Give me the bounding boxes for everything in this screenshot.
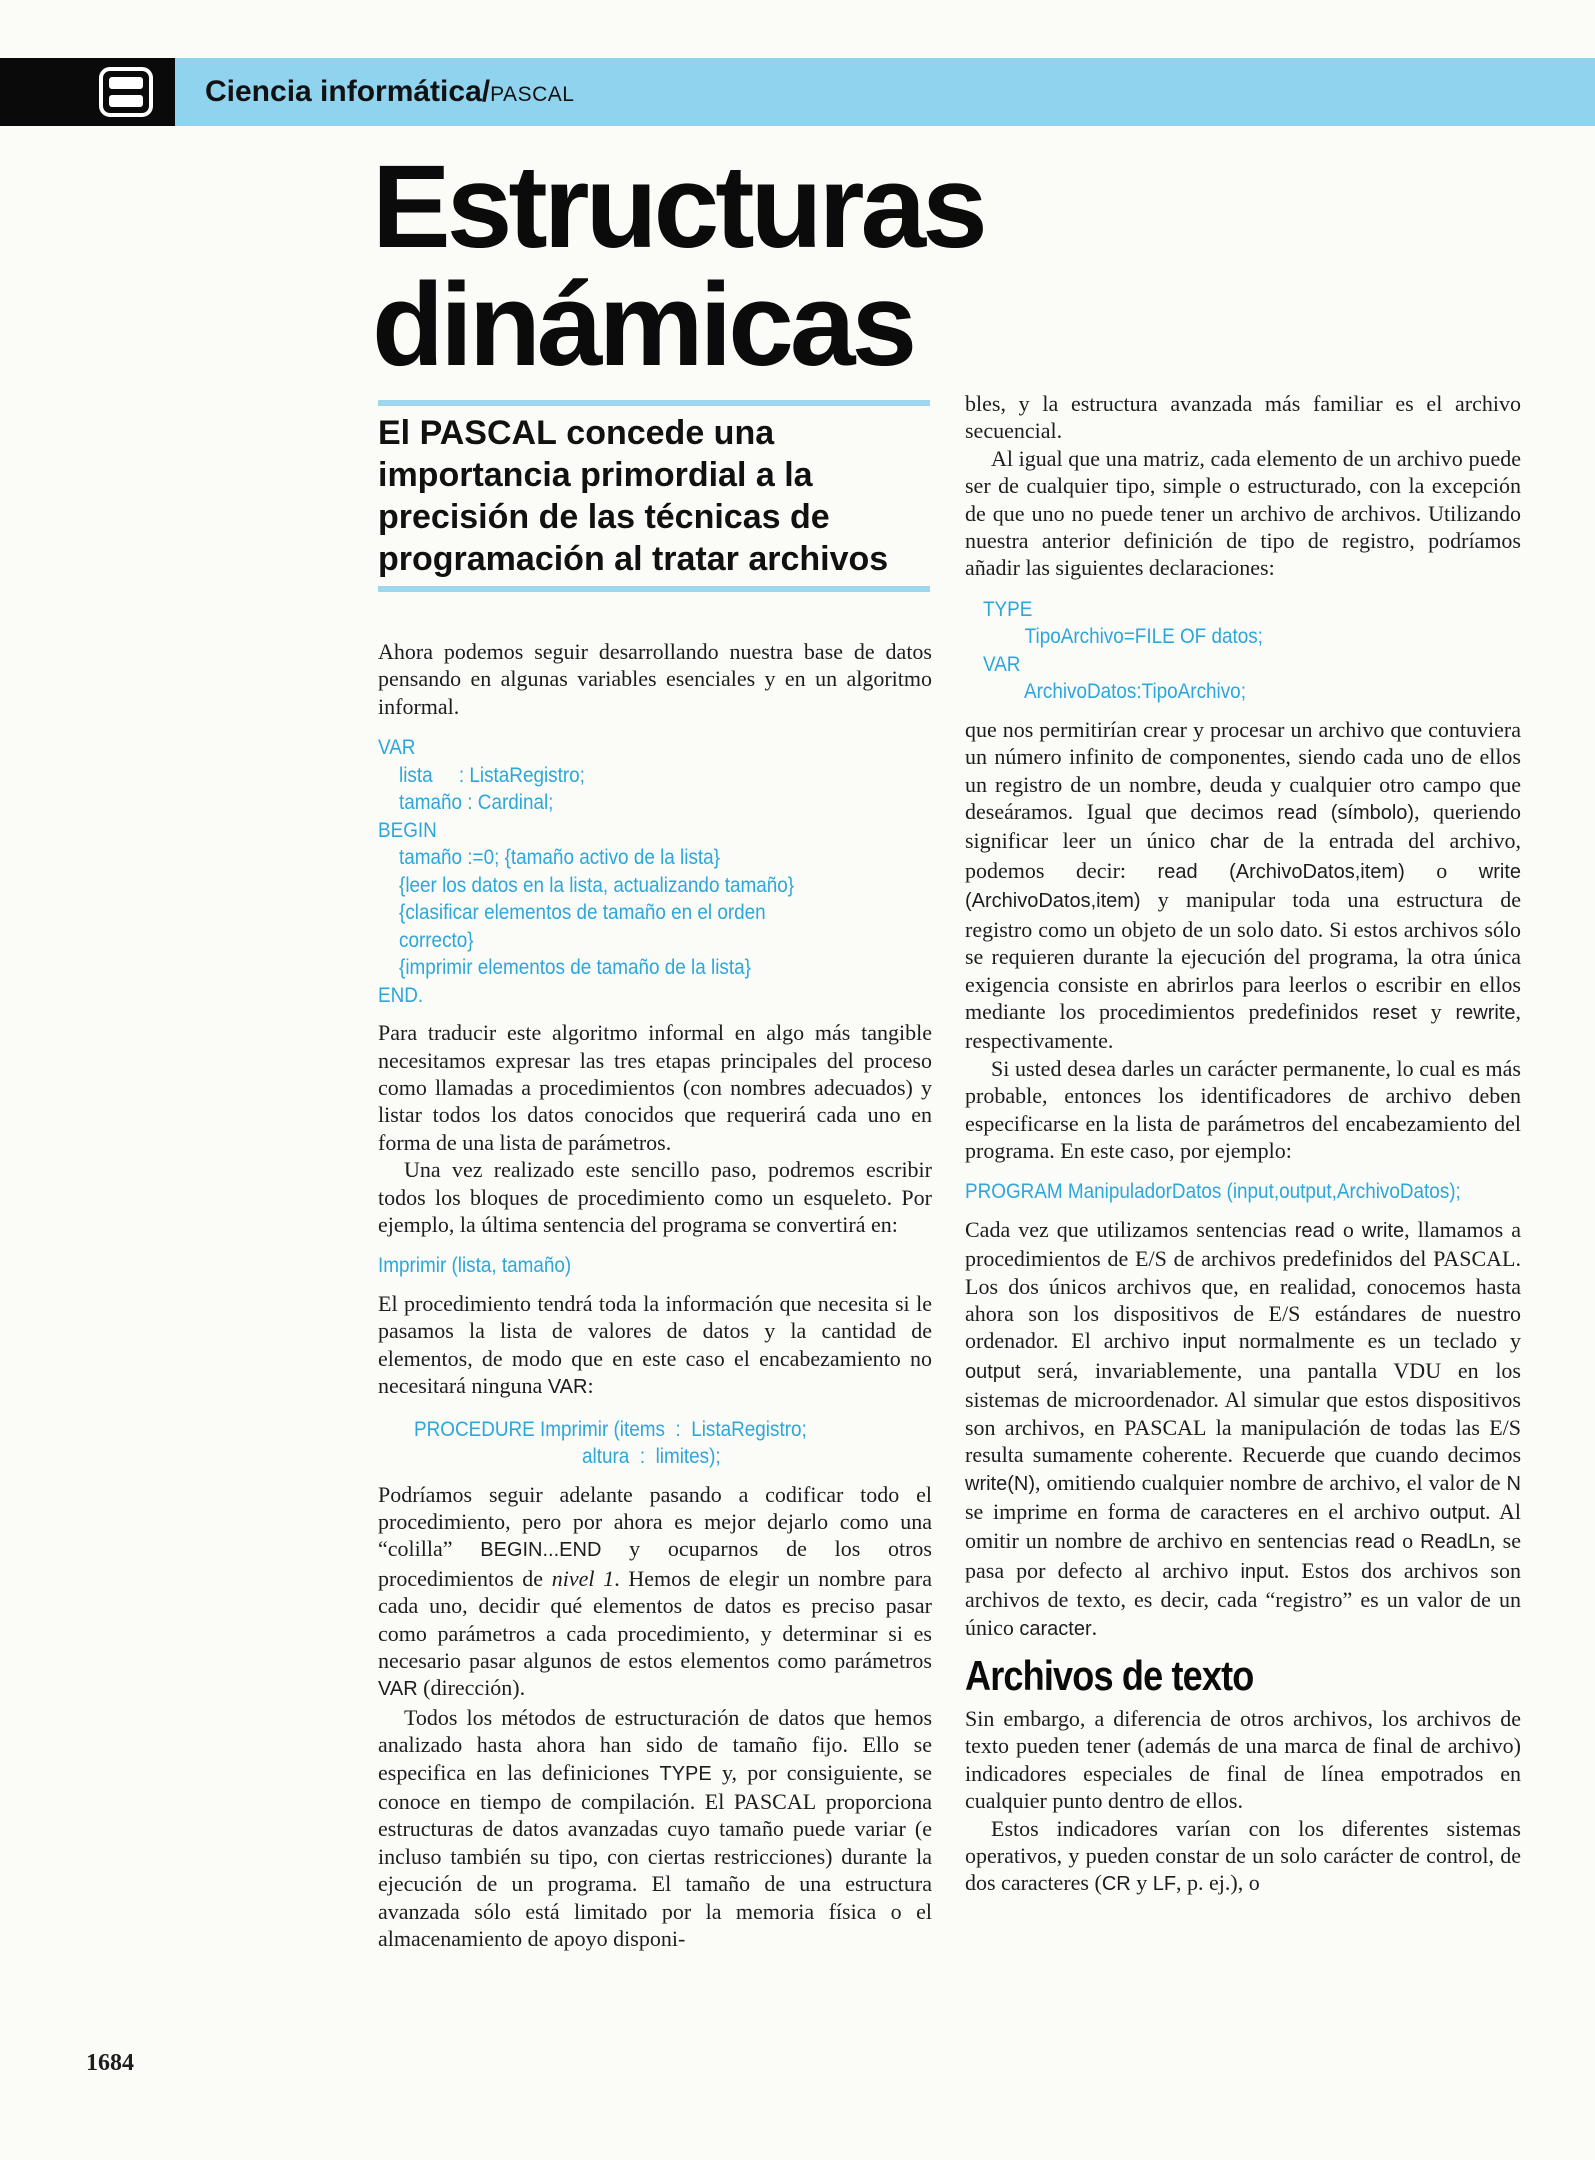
text-span: , p. ej.), o <box>1176 1870 1260 1896</box>
article-subtitle <box>378 412 938 580</box>
text-span: . Los dos únicos archivos que, en realidad, conocemos hasta ahora son los dispositivos de E/S estándares de nuestro ordenador. El archivo <box>965 1246 1521 1354</box>
right-column <box>965 390 1521 1899</box>
header-section: Ciencia informática <box>205 75 482 108</box>
header-title <box>205 68 574 116</box>
text-span: , llamamos a procedimientos de E/S de archivos predefinidos del <box>965 1216 1522 1272</box>
small-caps-span: PASCAL <box>1433 1246 1516 1272</box>
keyword: write <box>1361 1219 1405 1242</box>
keyword: reset <box>1372 1001 1417 1024</box>
keyword: input <box>1182 1331 1226 1354</box>
keyword: read (símbolo) <box>1277 802 1415 825</box>
left-paragraph-2: Para traducir este algoritmo informal en algo más tangible necesitamos expresar las tres etapas principales del proceso como llamadas a procedimientos (con nombres adecuados) y listar todos los datos conocidos que requerirá cada uno en forma de una lista de parámetros. <box>378 1020 932 1155</box>
text-span: proporciona estructuras de datos avanzadas cuyo tamaño puede variar (e incluso también su tipo, con ciertas restricciones) durante la ejecución de un programa. El tamaño de una estructura avanzada sólo está limitado por la memoria física o el almacenamiento de apoyo disponi- <box>378 1789 933 1952</box>
keyword: TYPE <box>659 1762 712 1785</box>
keyword: LF <box>1152 1873 1177 1896</box>
text-span: . Estos dos archivos son archivos de texto, es decir, cada “registro” es un valor de un único <box>965 1557 1521 1640</box>
text-span: y <box>1416 998 1456 1024</box>
keyword: read <box>1294 1219 1335 1242</box>
keyword: read <box>1355 1531 1396 1554</box>
text-span: y <box>1130 1870 1153 1896</box>
right-paragraph-1: bles, y la estructura avanzada más familiar es el archivo secuencial. <box>965 391 1521 444</box>
right-paragraph-4: Si usted desea darles un carácter permanente, lo cual es más probable, entonces los identificadores de archivo deben especificarse en la lista de parámetros del encabezamiento del programa. En este caso, por ejemplo: <box>965 1055 1521 1163</box>
subtitle-pre: El <box>378 414 420 452</box>
title-line-2: dinámicas <box>372 259 914 391</box>
keyword: output <box>1429 1501 1486 1524</box>
keyword: output <box>965 1360 1021 1383</box>
right-paragraph-5 <box>965 1216 1521 1643</box>
page-number: 1684 <box>86 2050 134 2076</box>
right-paragraph-2: Al igual que una matriz, cada elemento de un archivo puede ser de cualquier tipo, simple o estructurado, con la excepción de que uno no puede tener un archivo de archivos. Utilizando nuestra anterior definición de tipo de registro, podríamos añadir las siguientes declaraciones: <box>965 445 1521 581</box>
text-span: normalmente es un teclado y <box>1225 1328 1521 1354</box>
right-paragraph-3 <box>965 716 1521 1055</box>
text-span: y manipular toda una estructura de registro como un objeto de un solo dato. Si estos archivos sólo se requieren durante la ejecución del programa, la otra única exigencia consiste en abrirlos para leerlos o escribir en ellos mediante los procedimientos predefinidos <box>965 887 1521 1024</box>
text-span: El procedimiento tendrá toda la información que necesita si le pasamos la lista de valores de datos y la cantidad de elementos, de modo que en este caso el encabezamiento no necesitará ninguna <box>378 1290 932 1399</box>
keyword: N <box>1506 1472 1521 1495</box>
subtitle-rule-bottom <box>378 586 930 592</box>
section-heading: Archivos de texto <box>965 1651 1254 1699</box>
text-span: se imprime en forma de caracteres en el archivo <box>965 1498 1430 1524</box>
keyword: CR <box>1101 1873 1131 1896</box>
subtitle-post: concede una importancia primordial a la precisión de las técnicas de programación al tratar archivos <box>378 414 889 578</box>
text-span: y, por consiguiente, se conoce en tiempo de compilación. El <box>378 1759 932 1815</box>
keyword: char <box>1209 831 1249 854</box>
left-paragraph-1: Ahora podemos seguir desarrollando nuestra base de datos pensando en algunas variables esenciales y en un algoritmo informal. <box>378 639 932 719</box>
text-span: : <box>587 1373 594 1399</box>
text-span: o <box>1334 1216 1362 1242</box>
text-span: (dirección). <box>417 1675 526 1701</box>
text-span: , queriendo significar leer un único <box>965 799 1522 854</box>
left-paragraph-5 <box>378 1481 932 1704</box>
subtitle-rule-top <box>378 400 930 406</box>
code-block-type: TYPE TipoArchivo=FILE OF datos; VAR ArchivoDatos:TipoArchivo; <box>983 597 1263 704</box>
code-block-var: VAR lista : ListaRegistro; tamaño : Cardinal; BEGIN tamaño :=0; {tamaño activo de la lista} {leer los datos en la lista, actualizando tamaño} {clasificar elementos de tamaño en el orden correcto} {imprimir elementos de tamaño de la lista} END. <box>378 736 795 1007</box>
text-span: será, invariablemente, una pantalla VDU en los sistemas de microordenador. Al simular que estos dispositivos son archivos, en <box>965 1357 1521 1440</box>
left-paragraph-3: Una vez realizado este sencillo paso, podremos escribir todos los bloques de procedimiento como un esqueleto. Por ejemplo, la última sentencia del programa se convertirá en: <box>378 1157 932 1238</box>
keyword: VAR <box>378 1678 418 1701</box>
text-span: , se pasa por defecto al archivo <box>965 1528 1522 1583</box>
computer-icon <box>98 66 154 118</box>
header-separator: / <box>481 75 491 108</box>
text-span: Estos indicadores varían con los diferentes sistemas operativos, y pueden constar de un solo carácter de control, de dos caracteres ( <box>965 1815 1521 1896</box>
text-span: la manipulación de todas las E/S resulta sumamente coherente. Recuerde que cuando decimos <box>965 1414 1521 1468</box>
title-line-1: Estructuras <box>372 141 984 273</box>
keyword: ReadLn <box>1420 1531 1491 1554</box>
keyword: read (ArchivoDatos,item) <box>1157 860 1405 883</box>
keyword: caracter <box>1019 1617 1092 1640</box>
text-span: o <box>1404 857 1479 883</box>
text-span: o <box>1395 1528 1421 1554</box>
text-span: , omitiendo cualquier nombre de archivo, el valor de <box>1035 1469 1507 1495</box>
section-header <box>0 58 1595 126</box>
text-span: Todos los métodos de estructuración de datos que hemos analizado hasta ahora han sido de tamaño fijo. Ello se especifica en las definiciones <box>378 1704 932 1785</box>
text-span: Cada vez que utilizamos sentencias <box>965 1216 1295 1242</box>
text-span: Podríamos seguir adelante pasando a codificar todo el procedimiento, pero por ahora es mejor dejarlo como una “colilla” <box>378 1481 932 1562</box>
keyword: VAR <box>547 1376 588 1399</box>
subtitle-pascal: PASCAL <box>419 414 557 452</box>
small-caps-span: PASCAL <box>1124 1414 1207 1440</box>
keyword: write(N) <box>965 1472 1035 1495</box>
text-span: y ocuparnos de los otros procedimientos de <box>378 1536 932 1591</box>
code-block-procedure: PROCEDURE Imprimir (items : ListaRegistro; altura : limites); <box>414 1417 807 1469</box>
text-span: . Al omitir un nombre de archivo en sentencias <box>965 1498 1521 1554</box>
keyword: rewrite <box>1455 1001 1516 1024</box>
left-paragraph-4 <box>378 1290 932 1402</box>
text-span: , respectivamente. <box>965 998 1521 1054</box>
text-span: . Hemos de elegir un nombre para cada uno, decidir qué elementos de datos es preciso pasar como parámetros a cada procedimiento, y determinar si es necesario pasar algunos de estos elementos como parámetros <box>378 1565 932 1674</box>
text-span: que nos permitirían crear y procesar un archivo que contuviera un número infinito de componentes, siendo cada uno de ellos un registro de un nombre, deuda y cualquier otro campo que deseáramos. Igual que decimos <box>965 716 1521 825</box>
left-paragraph-6 <box>378 1704 932 1953</box>
right-paragraph-7 <box>965 1815 1521 1899</box>
italic-span: nivel 1 <box>551 1565 615 1591</box>
page-title <box>372 141 1072 391</box>
keyword: input <box>1240 1560 1284 1583</box>
left-column <box>378 638 932 1953</box>
text-span: . <box>1091 1614 1098 1640</box>
keyword: BEGIN...END <box>480 1539 602 1562</box>
header-topic: PASCAL <box>490 83 575 106</box>
right-paragraph-6: Sin embargo, a diferencia de otros archivos, los archivos de texto pueden tener (además de una marca de final de archivo) indicadores especiales de final de línea empotrados en cualquier punto dentro de ellos. <box>965 1705 1521 1814</box>
text-span: de la entrada del archivo, podemos decir: <box>965 828 1521 883</box>
small-caps-span: PASCAL <box>733 1789 817 1815</box>
code-block-program: PROGRAM ManipuladorDatos (input,output,ArchivoDatos); <box>965 1180 1461 1204</box>
code-block-imprimir: Imprimir (lista, tamaño) <box>378 1254 572 1278</box>
keyword: write (ArchivoDatos,item) <box>965 860 1522 913</box>
